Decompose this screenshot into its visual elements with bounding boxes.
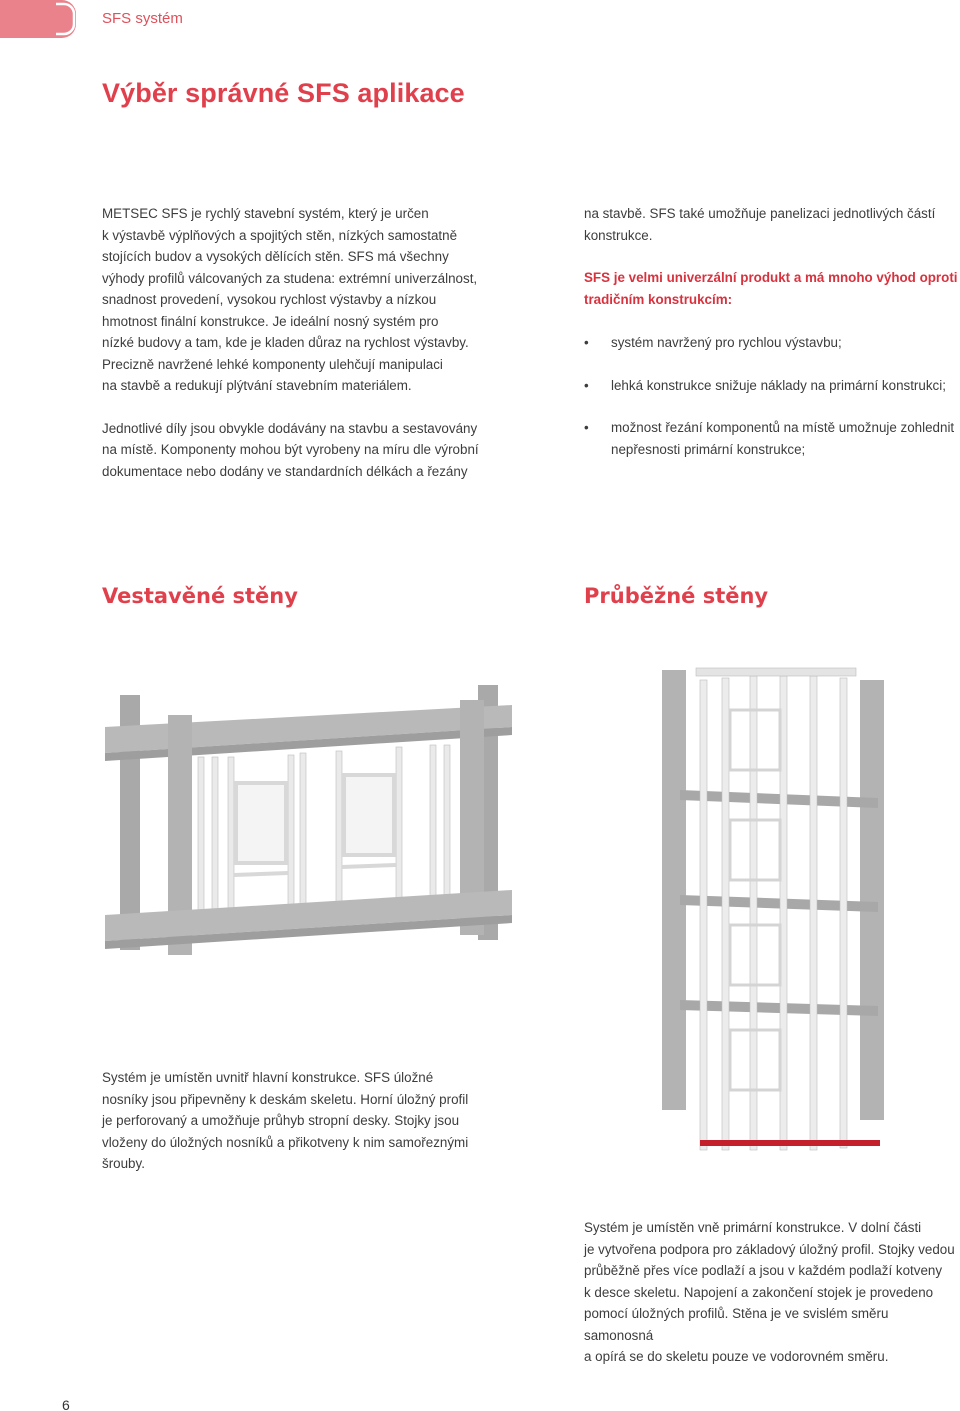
page-title: Výběr správné SFS aplikace [102,78,465,108]
heading-continuous-walls: Průběžné stěny [584,584,769,608]
continuous-wall-illustration [660,660,890,1160]
infill-walls-description: Systém je umístěn uvnitř hlavní konstrukce. SFS úložné nosníky jsou připevněny k deskám skeletu. Horní úložný profil je perforovaný a umožňuje průhyb stropní desky. Stojky jsou vloženy do úložných nosníků a přikotveny k nim samořeznými šrouby. [102,1070,469,1171]
advantage-item: • možnost řezání komponentů na místě umožnuje zohlednit nepřesnosti primární konstrukce; [584,417,960,460]
intro-paragraph-2: Jednotlivé díly jsou obvykle dodávány na stavbu a sestavovány na místě. Komponenty mohou být vyrobeny na míru dle výrobní dokumentace nebo dodány ve standardních délkách a řezány [102,420,479,479]
section-label: SFS systém [102,10,183,27]
continuous-walls-description: Systém je umístěn vně primární konstrukce. V dolní části je vytvořena podpora pro základový úložný profil. Stojky vedou průběžně přes více podlaží a jsou v každém podlaží kotveny k desce skeletu. Napojení a zakončení stojek je provedeno pomocí úložných profilů. Stěna je ve svislém směru samonosná a opírá se do skeletu pouze ve vodorovném směru. [584,1220,955,1364]
advantages-heading: SFS je velmi univerzální produkt a má mnoho výhod oproti tradičním konstrukcím: [584,270,958,307]
intro-paragraph-1: METSEC SFS je rychlý stavební systém, který je určen k výstavbě výplňových a spojitých stěn, nízkých samostatně stojících budov a vysokých dělících stěn. SFS má všechny výhody profilů válcovaných za studena: extrémní univerzálnost, snadnost provedení, vysokou rychlost výstavby a nízkou hmotnost finální konstrukce. Je ideální nosný systém pro nízké budovy a tam, kde je kladen důraz na rychlost výstavby. Precizně navržené lehké komponenty ulehčují manipulaci na stavbě a redukují plýtvání stavebním materiálem. [102,206,478,393]
advantages-list [584,332,960,460]
intro-continuation: na stavbě. SFS také umožňuje panelizaci jednotlivých částí konstrukce. [584,206,936,243]
advantage-item: • lehká konstrukce snižuje náklady na primární konstrukci; [584,375,960,397]
intro-right [584,203,960,310]
intro-left [102,203,502,482]
continuous-walls-caption [584,1217,960,1368]
infill-walls-caption [102,1067,502,1175]
heading-infill-walls: Vestavěné stěny [102,584,298,608]
page-number: 6 [62,1397,70,1411]
header-tab-graphic [0,0,80,38]
infill-wall-illustration [100,675,520,960]
advantage-item: • systém navržený pro rychlou výstavbu; [584,332,960,354]
